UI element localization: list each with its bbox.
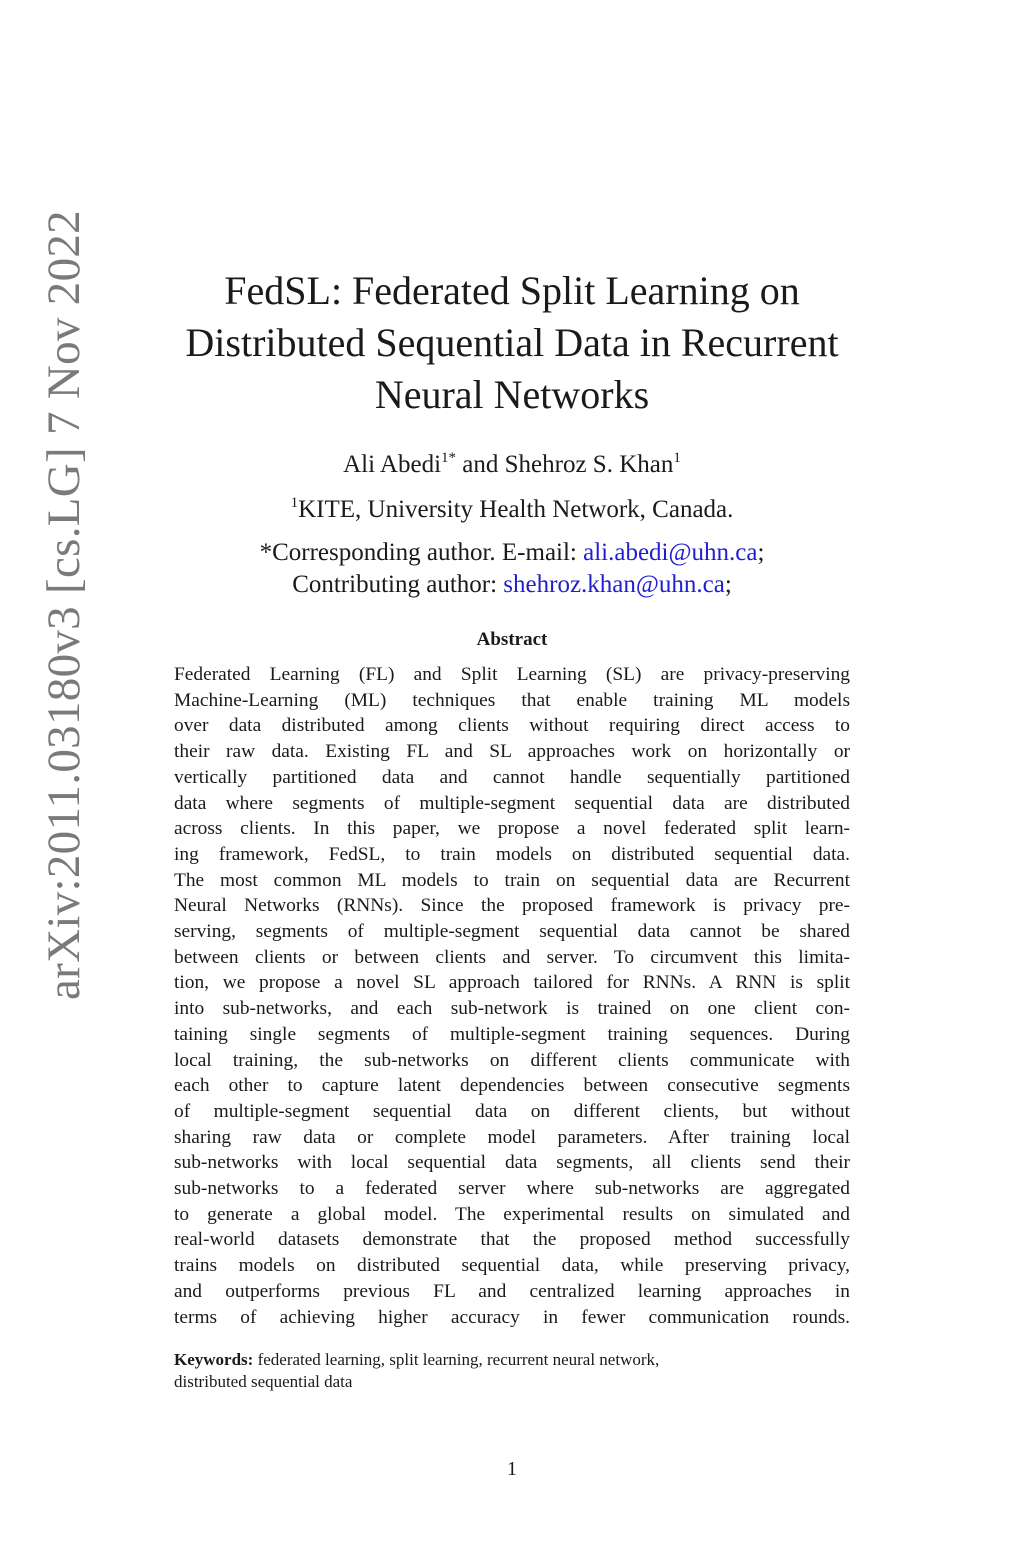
- author-1-affiliation-marker: 1*: [441, 450, 457, 466]
- abstract-line: data where segments of multiple-segment sequential data are distributed: [174, 792, 850, 814]
- title-line-3: Neural Networks: [374, 372, 650, 417]
- contributing-author-line: [150, 569, 874, 601]
- abstract-line: and outperforms previous FL and centralized learning approaches in: [174, 1280, 850, 1302]
- abstract-line: serving, segments of multiple-segment sequential data cannot be shared: [174, 921, 850, 943]
- keywords-block: [174, 1349, 850, 1393]
- page-number: 1: [507, 1458, 517, 1480]
- abstract-line: to generate a global model. The experimental results on simulated and: [174, 1203, 850, 1225]
- keywords-label: Keywords:: [174, 1350, 254, 1369]
- abstract-line: trains models on distributed sequential data, while preserving privacy,: [174, 1255, 850, 1277]
- affiliation: [150, 493, 874, 527]
- author-list: [150, 448, 874, 482]
- abstract-line: over data distributed among clients without requiring direct access to: [174, 715, 850, 737]
- abstract-line: their raw data. Existing FL and SL approaches work on horizontally or: [174, 741, 850, 763]
- abstract-line: sub-networks to a federated server where sub-networks are aggregated: [174, 1178, 850, 1200]
- abstract-line: sub-networks with local sequential data segments, all clients send their: [174, 1152, 850, 1174]
- abstract-line: each other to capture latent dependencies between consecutive segments: [174, 1075, 850, 1097]
- abstract-line: between clients or between clients and server. To circumvent this limita-: [174, 946, 850, 968]
- contributing-author-suffix: ;: [724, 571, 732, 598]
- keywords-text: federated learning, split learning, recurrent neural network,: [253, 1350, 660, 1369]
- abstract-line: local training, the sub-networks on different clients communicate with: [174, 1049, 850, 1071]
- keywords-line-1: [174, 1349, 850, 1371]
- author-conjunction: and: [456, 451, 505, 478]
- paper-title: [150, 265, 874, 421]
- abstract-line: Neural Networks (RNNs). Since the proposed framework is privacy pre-: [174, 895, 850, 917]
- title-line-2: Distributed Sequential Data in Recurrent: [185, 320, 839, 365]
- corresponding-author-line: [150, 537, 874, 569]
- author-name-2: Shehroz S. Khan: [504, 451, 674, 478]
- abstract-body: [174, 662, 850, 1330]
- abstract-line: taining single segments of multiple-segment training sequences. During: [174, 1023, 850, 1045]
- corresponding-author-label: *Corresponding author. E-mail:: [259, 539, 584, 566]
- abstract-line: The most common ML models to train on sequential data are Recurrent: [174, 869, 850, 891]
- abstract-line: terms of achieving higher accuracy in fewer communication rounds.: [174, 1306, 850, 1328]
- abstract-line: Federated Learning (FL) and Split Learning (SL) are privacy-preserving: [174, 664, 850, 685]
- author-name-1: Ali Abedi: [343, 451, 442, 478]
- abstract-line: ing framework, FedSL, to train models on distributed sequential data.: [174, 843, 850, 865]
- contributing-author-label: Contributing author:: [292, 571, 504, 598]
- abstract-line: sharing raw data or complete model parameters. After training local: [174, 1126, 850, 1148]
- correspondence-block: [150, 537, 874, 601]
- abstract-heading: Abstract: [476, 629, 548, 650]
- abstract-line: real-world datasets demonstrate that the proposed method successfully: [174, 1229, 850, 1251]
- abstract-line: into sub-networks, and each sub-network is trained on one client con-: [174, 998, 850, 1020]
- abstract-line: of multiple-segment sequential data on different clients, but without: [174, 1100, 850, 1122]
- contributing-author-email-link[interactable]: shehroz.khan@uhn.ca: [503, 571, 725, 598]
- abstract-line: vertically partitioned data and cannot handle sequentially partitioned: [174, 766, 850, 788]
- title-line-1: FedSL: Federated Split Learning on: [224, 268, 800, 313]
- abstract-line: across clients. In this paper, we propose a novel federated split learn-: [174, 818, 850, 840]
- affiliation-text: KITE, University Health Network, Canada.: [298, 496, 734, 523]
- author-2-affiliation-marker: 1: [673, 450, 681, 466]
- arxiv-identifier-stamp: [32, 205, 96, 1005]
- keywords-line-2: distributed sequential data: [174, 1372, 353, 1391]
- corresponding-author-email-link[interactable]: ali.abedi@uhn.ca: [583, 539, 758, 566]
- abstract-line: Machine-Learning (ML) techniques that enable training ML models: [174, 689, 850, 711]
- arxiv-identifier-text: arXiv:2011.03180v3 [cs.LG] 7 Nov 2022: [38, 210, 91, 1000]
- abstract-line: tion, we propose a novel SL approach tailored for RNNs. A RNN is split: [174, 972, 850, 994]
- corresponding-author-suffix: ;: [757, 539, 765, 566]
- affiliation-marker: 1: [290, 495, 299, 511]
